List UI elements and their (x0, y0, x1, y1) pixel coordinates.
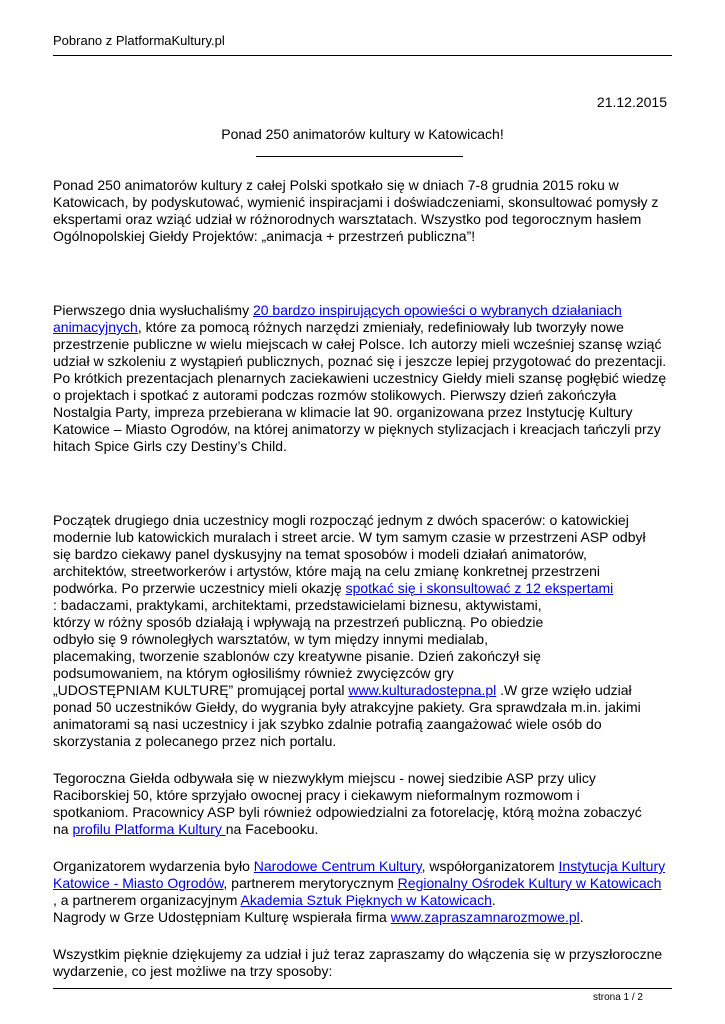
paragraph-4 (53, 770, 671, 838)
text: . (579, 909, 584, 925)
link-facebook-profile[interactable]: profilu Platforma Kultury (72, 821, 226, 837)
paragraph-5 (53, 858, 671, 926)
text: się bardzo ciekawy panel dyskusyjny na temat sposobów i modeli działań animatorów, (53, 546, 587, 562)
text: podsumowaniem, na którym ogłosiliśmy również zwycięzców gry (53, 665, 454, 681)
text: Początek drugiego dnia uczestnicy mogli rozpocząć jednym z dwóch spacerów: o katowickiej (53, 512, 629, 528)
link-asp[interactable]: Akademia Sztuk Pięknych w Katowicach (240, 892, 492, 908)
title-underline (256, 156, 463, 157)
text: , partnerem merytorycznym (223, 875, 398, 891)
text: .W grze wzięło udział ponad 50 uczestników Giełdy, do wygrania były atrakcyjne pakiety. Gra sprawdzała m.in. jakimi animatorami są nasi uczestnicy i jak szybko zdalnie potrafią zaangażować wiele osób do skorzystania z polecanego przez nich portalu. (53, 682, 641, 749)
link-experts[interactable]: spotkać się i skonsultować z 12 ekspertami (345, 580, 614, 596)
link-inspiring-stories[interactable]: 20 bardzo inspirujących opowieści o wybranych działaniach animacyjnych (53, 302, 622, 335)
text: , a partnerem organizacyjnym (53, 892, 241, 908)
header-source: Pobrano z PlatformaKultury.pl (53, 33, 225, 48)
text: , współorganizatorem (421, 858, 559, 874)
text: Nagrody w Grze Udostępniam Kulturę wspierała firma (53, 909, 391, 925)
text: modernie lub katowickich muralach i street arcie. W tym samym czasie w przestrzeni ASP odbył (53, 529, 646, 545)
text: którzy w różny sposób działają i wpływają na przestrzeń publiczną. Po obiedzie (53, 614, 544, 630)
page-number: strona 1 / 2 (592, 992, 643, 1003)
text: placemaking, tworzenie szablonów czy kreatywne pisanie. Dzień zakończył się (53, 648, 541, 664)
text: Raciborskiej 50, które sprzyjało owocnej pracy i ciekawym nieformalnym rozmowom i (53, 787, 580, 803)
text: Tegoroczna Giełda odbywała się w niezwykłym miejscu - nowej siedzibie ASP przy ulicy (53, 770, 596, 786)
paragraph-2 (53, 302, 671, 455)
paragraph-6: Wszystkim pięknie dziękujemy za udział i już teraz zapraszamy do włączenia się w przyszłoroczne wydarzenie, co jest możliwe na trzy sposoby: (53, 946, 663, 979)
article-title: Ponad 250 animatorów kultury w Katowicach! (221, 126, 504, 142)
text: podwórka. Po przerwie uczestnicy mieli okazję (53, 580, 346, 596)
article-body (53, 177, 671, 980)
link-kulturadostepna[interactable]: www.kulturadostepna.pl (348, 682, 497, 698)
header-divider (53, 55, 672, 56)
footer-divider (53, 988, 672, 989)
text: : badaczami, praktykami, architektami, przedstawicielami biznesu, aktywistami, (53, 597, 542, 613)
link-zapraszamnarozmowe[interactable]: www.zapraszamnarozmowe.pl (390, 909, 580, 925)
text: architektów, streetworkerów i artystów, które mają na celu zmianę konkretnej przestrzeni (53, 563, 601, 579)
text: , które za pomocą różnych narzędzi zmieniały, redefiniowały lub tworzyły nowe przestrzenie publiczne w wielu miejscach w całej Polsce. Ich autorzy mieli wcześniej szansę wziąć udział w szkoleniu z wystąpień publicznych, poznać się i jeszcze lepiej przygotować do prezentacji. Po krótkich prezentacjach plenarnych zaciekawieni uczestnicy Giełdy mieli szansę pogłębić wiedzę o projektach i spotkać z autorami podczas rozmów stolikowych. Pierwszy dzień zakończyła Nostalgia Party, impreza przebierana w klimacie lat 90. organizowana przez Instytucję Kultury Katowice – Miasto Ogrodów, na której animatorzy w pięknych stylizacjach i kreacjach tańczyli przy hitach Spice Girls czy Destiny’s Child. (53, 319, 667, 454)
paragraph-3 (53, 512, 671, 750)
text: odbyło się 9 równoległych warsztatów, w tym między innymi medialab, (53, 631, 488, 647)
article-date: 21.12.2015 (596, 94, 667, 110)
text: na (53, 821, 73, 837)
paragraph-1: Ponad 250 animatorów kultury z całej Polski spotkało się w dniach 7-8 grudnia 2015 roku w Katowicach, by podyskutować, wymienić inspiracjami i doświadczeniami, skonsultować pomysły z ekspertami oraz wziąć udział w różnorodnych warsztatach. Wszystko pod tegorocznym hasłem Ogólnopolskiej Giełdy Projektów: „animacja + przestrzeń publiczna”! (53, 177, 659, 244)
text: „UDOSTĘPNIAM KULTURĘ” promującej portal (53, 682, 349, 698)
link-rok[interactable]: Regionalny Ośrodek Kultury w Katowicach (397, 875, 662, 891)
text: spotkaniom. Pracownicy ASP byli również odpowiedzialni za fotorelację, którą można zobaczyć (53, 804, 642, 820)
text: Organizatorem wydarzenia było (53, 858, 254, 874)
text: na Facebooku. (225, 821, 319, 837)
text: Pierwszego dnia wysłuchaliśmy (53, 302, 253, 318)
link-instytucja-kultury[interactable]: Instytucja Kultury Katowice - Miasto Ogrodów (53, 858, 666, 891)
text: . (491, 892, 496, 908)
link-nck[interactable]: Narodowe Centrum Kultury (253, 858, 422, 874)
